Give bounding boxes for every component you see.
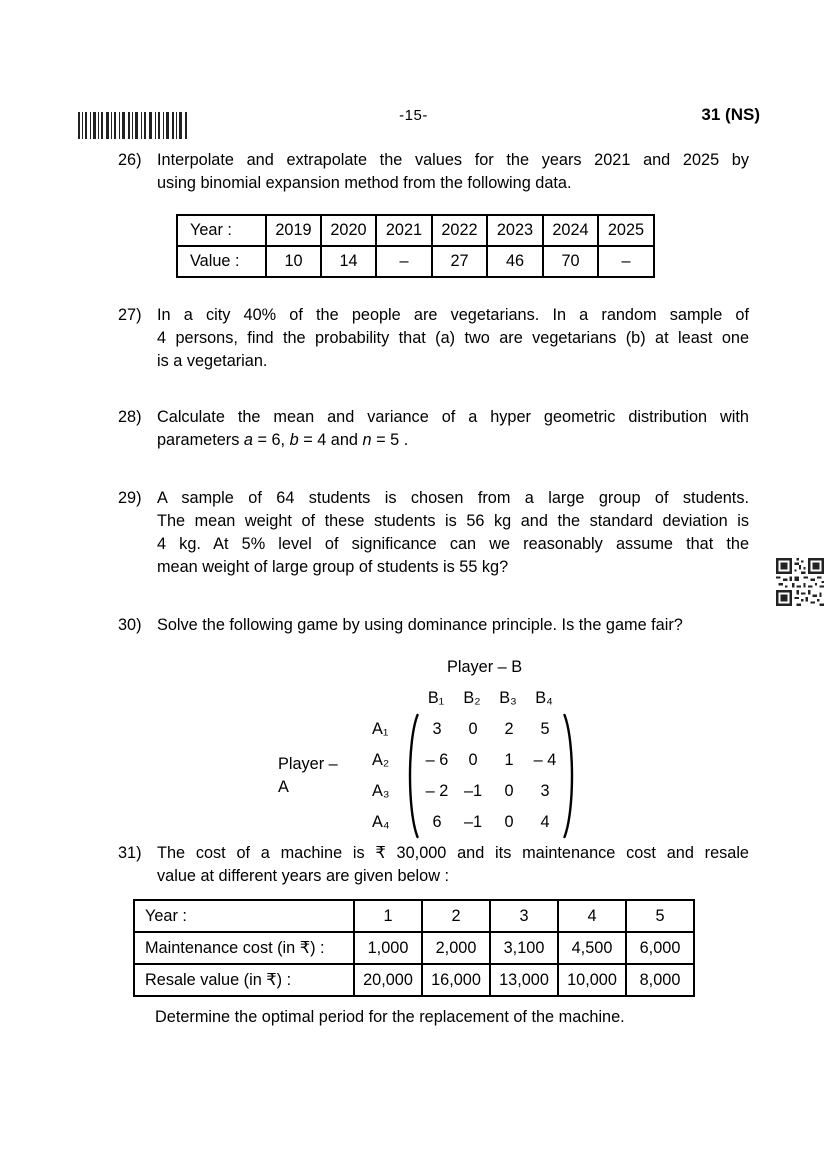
question-text-line: parameters a = 6, b = 4 and n = 5 . bbox=[157, 431, 409, 449]
table-cell: 2024 bbox=[543, 215, 598, 246]
table-cell: 2022 bbox=[432, 215, 487, 246]
row-label: A₃ bbox=[372, 782, 390, 800]
page-number: -15- bbox=[399, 107, 428, 124]
question-number: 30) bbox=[118, 616, 142, 634]
table-cell: 20,000 bbox=[354, 964, 422, 996]
question-number: 27) bbox=[118, 306, 142, 324]
column-header: B₁ bbox=[427, 689, 445, 707]
table-row bbox=[134, 964, 694, 996]
table-cell: 14 bbox=[321, 246, 376, 277]
table-cell: 8,000 bbox=[626, 964, 694, 996]
question-text-line: In a city 40% of the people are vegetarians. In a random sample of bbox=[157, 306, 749, 324]
question-text bbox=[157, 304, 749, 373]
matrix-cell: 5 bbox=[540, 720, 550, 738]
table-cell: 6,000 bbox=[626, 932, 694, 964]
row-label: A₂ bbox=[372, 751, 390, 769]
question-number: 29) bbox=[118, 489, 142, 507]
row-label: Resale value (in ₹) : bbox=[134, 964, 354, 996]
question-26 bbox=[118, 149, 749, 195]
right-parenthesis-icon bbox=[563, 713, 578, 839]
question-text bbox=[157, 614, 749, 637]
row-label: A₁ bbox=[372, 720, 389, 738]
payoff-grid bbox=[419, 714, 563, 838]
table-cell: 1 bbox=[354, 900, 422, 932]
question-28 bbox=[118, 406, 749, 452]
math-var-a: a bbox=[243, 431, 253, 449]
table-cell: 2021 bbox=[376, 215, 432, 246]
table-row bbox=[134, 900, 694, 932]
table-cell: 10,000 bbox=[558, 964, 626, 996]
question-text-line: is a vegetarian. bbox=[157, 352, 268, 370]
matrix-cell: – 4 bbox=[533, 751, 557, 769]
question-29 bbox=[118, 487, 749, 579]
matrix-cell: – 2 bbox=[425, 782, 449, 800]
table-cell: – bbox=[376, 246, 432, 277]
row-label: Year : bbox=[177, 215, 266, 246]
question-text-line: using binomial expansion method from the following data. bbox=[157, 174, 572, 192]
question-number: 31) bbox=[118, 844, 142, 862]
math-var-n: n bbox=[362, 431, 372, 449]
row-label: Year : bbox=[134, 900, 354, 932]
row-label: A₄ bbox=[372, 813, 390, 831]
question-text bbox=[157, 406, 749, 452]
table-cell: – bbox=[598, 246, 654, 277]
matrix-cell: 0 bbox=[468, 720, 478, 738]
question-text-line: value at different years are given below : bbox=[157, 867, 450, 885]
table-cell: 70 bbox=[543, 246, 598, 277]
table-cell: 27 bbox=[432, 246, 487, 277]
matrix-cell: –1 bbox=[463, 782, 483, 800]
question-number: 28) bbox=[118, 408, 142, 426]
matrix-row-labels bbox=[372, 714, 398, 838]
matrix-cell: –1 bbox=[463, 813, 483, 831]
matrix-column-headers bbox=[278, 687, 597, 710]
question-text-line: 4 kg. At 5% level of significance can we reasonably assume that the bbox=[157, 535, 749, 553]
question-text-line: The cost of a machine is ₹ 30,000 and its maintenance cost and resale bbox=[157, 844, 749, 862]
table-cell: 2025 bbox=[598, 215, 654, 246]
table-cell: 3 bbox=[490, 900, 558, 932]
matrix-cell: 2 bbox=[504, 720, 514, 738]
table-cell: 46 bbox=[487, 246, 543, 277]
player-b-label: Player – B bbox=[447, 658, 523, 676]
question-text-line: Solve the following game by using dominance principle. Is the game fair? bbox=[157, 616, 683, 634]
column-header: B₄ bbox=[535, 689, 553, 707]
matrix-cell: 6 bbox=[432, 813, 442, 831]
matrix-cell: 4 bbox=[540, 813, 550, 831]
machine-cost-table bbox=[133, 899, 695, 997]
table-cell: 13,000 bbox=[490, 964, 558, 996]
question-31 bbox=[118, 842, 749, 888]
question-27 bbox=[118, 304, 749, 373]
question-number: 26) bbox=[118, 151, 142, 169]
matrix-cell: 0 bbox=[504, 782, 514, 800]
table-cell: 10 bbox=[266, 246, 321, 277]
row-label: Maintenance cost (in ₹) : bbox=[134, 932, 354, 964]
matrix-cell: 0 bbox=[504, 813, 514, 831]
question-text bbox=[157, 842, 749, 888]
question-text-line: 4 persons, find the probability that (a) two are vegetarians (b) at least one bbox=[157, 329, 749, 347]
question-text-line: Interpolate and extrapolate the values for the years 2021 and 2025 by bbox=[157, 151, 749, 169]
question-text-line: Calculate the mean and variance of a hyper geometric distribution with bbox=[157, 408, 749, 426]
matrix-cell: – 6 bbox=[425, 751, 449, 769]
matrix-cell: 3 bbox=[540, 782, 550, 800]
column-header: B₂ bbox=[463, 689, 481, 707]
matrix-cell: 0 bbox=[468, 751, 478, 769]
interpolation-data-table bbox=[176, 214, 655, 278]
table-cell: 2020 bbox=[321, 215, 376, 246]
question-text bbox=[157, 487, 749, 579]
table-row bbox=[177, 246, 654, 277]
column-header: B₃ bbox=[499, 689, 517, 707]
question-31-footer-text: Determine the optimal period for the replacement of the machine. bbox=[155, 1008, 625, 1026]
question-text bbox=[157, 149, 749, 195]
table-cell: 2,000 bbox=[422, 932, 490, 964]
left-parenthesis-icon bbox=[404, 713, 419, 839]
table-cell: 4,500 bbox=[558, 932, 626, 964]
player-a-label: Player – A bbox=[278, 755, 338, 796]
matrix-cell: 1 bbox=[504, 751, 514, 769]
qr-code-icon bbox=[776, 557, 824, 607]
paper-code: 31 (NS) bbox=[701, 105, 760, 124]
table-cell: 4 bbox=[558, 900, 626, 932]
question-30 bbox=[118, 614, 749, 637]
table-row bbox=[134, 932, 694, 964]
table-cell: 3,100 bbox=[490, 932, 558, 964]
game-matrix bbox=[278, 656, 597, 839]
table-cell: 16,000 bbox=[422, 964, 490, 996]
table-row bbox=[177, 215, 654, 246]
table-cell: 2 bbox=[422, 900, 490, 932]
table-cell: 2019 bbox=[266, 215, 321, 246]
table-cell: 2023 bbox=[487, 215, 543, 246]
question-text-line: mean weight of large group of students is 55 kg? bbox=[157, 558, 509, 576]
matrix-cell: 3 bbox=[432, 720, 442, 738]
table-cell: 5 bbox=[626, 900, 694, 932]
math-var-b: b bbox=[289, 431, 299, 449]
question-text-line: A sample of 64 students is chosen from a large group of students. bbox=[157, 489, 749, 507]
question-text-line: The mean weight of these students is 56 kg and the standard deviation is bbox=[157, 512, 749, 530]
row-label: Value : bbox=[177, 246, 266, 277]
table-cell: 1,000 bbox=[354, 932, 422, 964]
